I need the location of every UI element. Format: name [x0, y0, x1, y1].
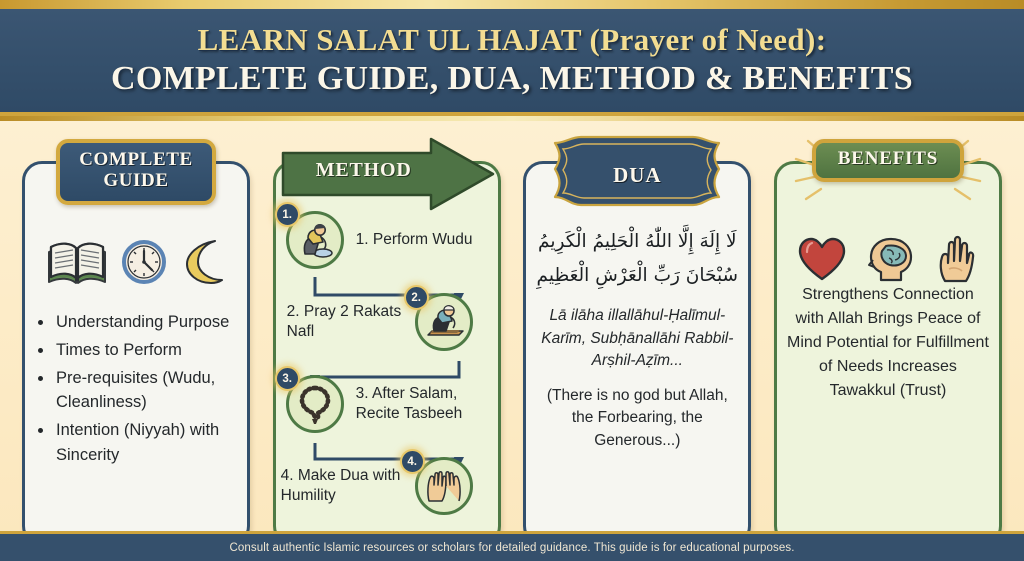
method-badge-label: METHOD [315, 159, 412, 181]
dua-body [523, 225, 751, 452]
column-method [273, 133, 501, 533]
step-number-badge: 4. [400, 449, 425, 474]
column-benefits [774, 133, 1002, 533]
method-step-4-label: 4. Make Dua with Humility [280, 466, 401, 504]
benefits-badge [812, 139, 964, 182]
clock-icon [121, 239, 167, 290]
method-step-1-label: 1. Perform Wudu [355, 230, 473, 248]
benefits-badge-label: BENEFITS [837, 148, 939, 169]
method-step-2 [287, 293, 473, 351]
open-hand-icon [935, 235, 979, 288]
dua-plaque-badge [541, 135, 733, 213]
dua-arabic-line1: لَا إِلَهَ إِلَّا اللّٰهُ الْحَلِيمُ الْكَرِيمُ [538, 231, 737, 252]
header-gold-underline [0, 116, 1024, 121]
column-dua [523, 133, 751, 533]
complete-guide-badge-label: COMPLETE GUIDE [79, 149, 193, 191]
footer-disclaimer: Consult authentic Islamic resources or scholars for detailed guidance. This guide is for educational purposes. [229, 541, 795, 554]
dua-arabic-text [535, 225, 739, 293]
top-gold-strip [0, 0, 1024, 9]
heart-icon [797, 236, 847, 287]
page-title-line2: COMPLETE GUIDE, DUA, METHOD & BENEFITS [111, 59, 913, 97]
page-title-line1: LEARN SALAT UL HAJAT (Prayer of Need): [197, 22, 827, 58]
brain-head-icon [865, 236, 917, 287]
dua-translation: (There is no god but Allah, the Forbearing, the Generous...) [546, 386, 728, 449]
crescent-moon-icon [181, 238, 225, 291]
list-item: • Intention (Niyyah) with Sincerity [54, 418, 260, 468]
method-step-3-label: 3. After Salam, Recite Tasbeeh [355, 384, 463, 422]
benefits-icon-row [774, 235, 1002, 288]
dua-transliteration: Lā ilāha illallāhul-Ḥalīmul-Karīm, Subḥānallāhi Rabbil-Arṣhil-Aẓīm... [541, 307, 734, 370]
column-complete-guide [22, 133, 250, 533]
step-number-badge: 3. [275, 366, 300, 391]
method-step-1 [282, 208, 476, 269]
footer-bar [0, 531, 1024, 561]
complete-guide-icon-row [22, 238, 250, 291]
complete-guide-badge [56, 139, 216, 205]
method-arrow-banner [281, 137, 497, 211]
columns-container [0, 133, 1024, 533]
list-item: • Understanding Purpose [54, 310, 260, 335]
dua-badge-label: DUA [613, 162, 662, 187]
dua-arabic-line2: سُبْحَانَ رَبِّ الْعَرْشِ الْعَظِيمِ [536, 265, 739, 287]
step-number-badge: 2. [404, 285, 429, 310]
benefits-text: Strengthens Connection with Allah Brings Peace of Mind Potential for Fulfillment of Needs Increases Tawakkul (Trust) [787, 286, 989, 399]
header-banner [0, 9, 1024, 116]
list-item: • Times to Perform [54, 338, 260, 363]
step-number-badge: 1. [275, 202, 300, 227]
method-step-3 [282, 372, 484, 433]
method-step-2-label: 2. Pray 2 Rakats Nafl [286, 302, 402, 340]
complete-guide-bullet-list [38, 310, 260, 471]
open-book-icon [47, 239, 107, 290]
method-step-4 [281, 457, 473, 515]
method-steps [273, 208, 501, 511]
list-item: • Pre-requisites (Wudu, Cleanliness) [54, 366, 260, 416]
